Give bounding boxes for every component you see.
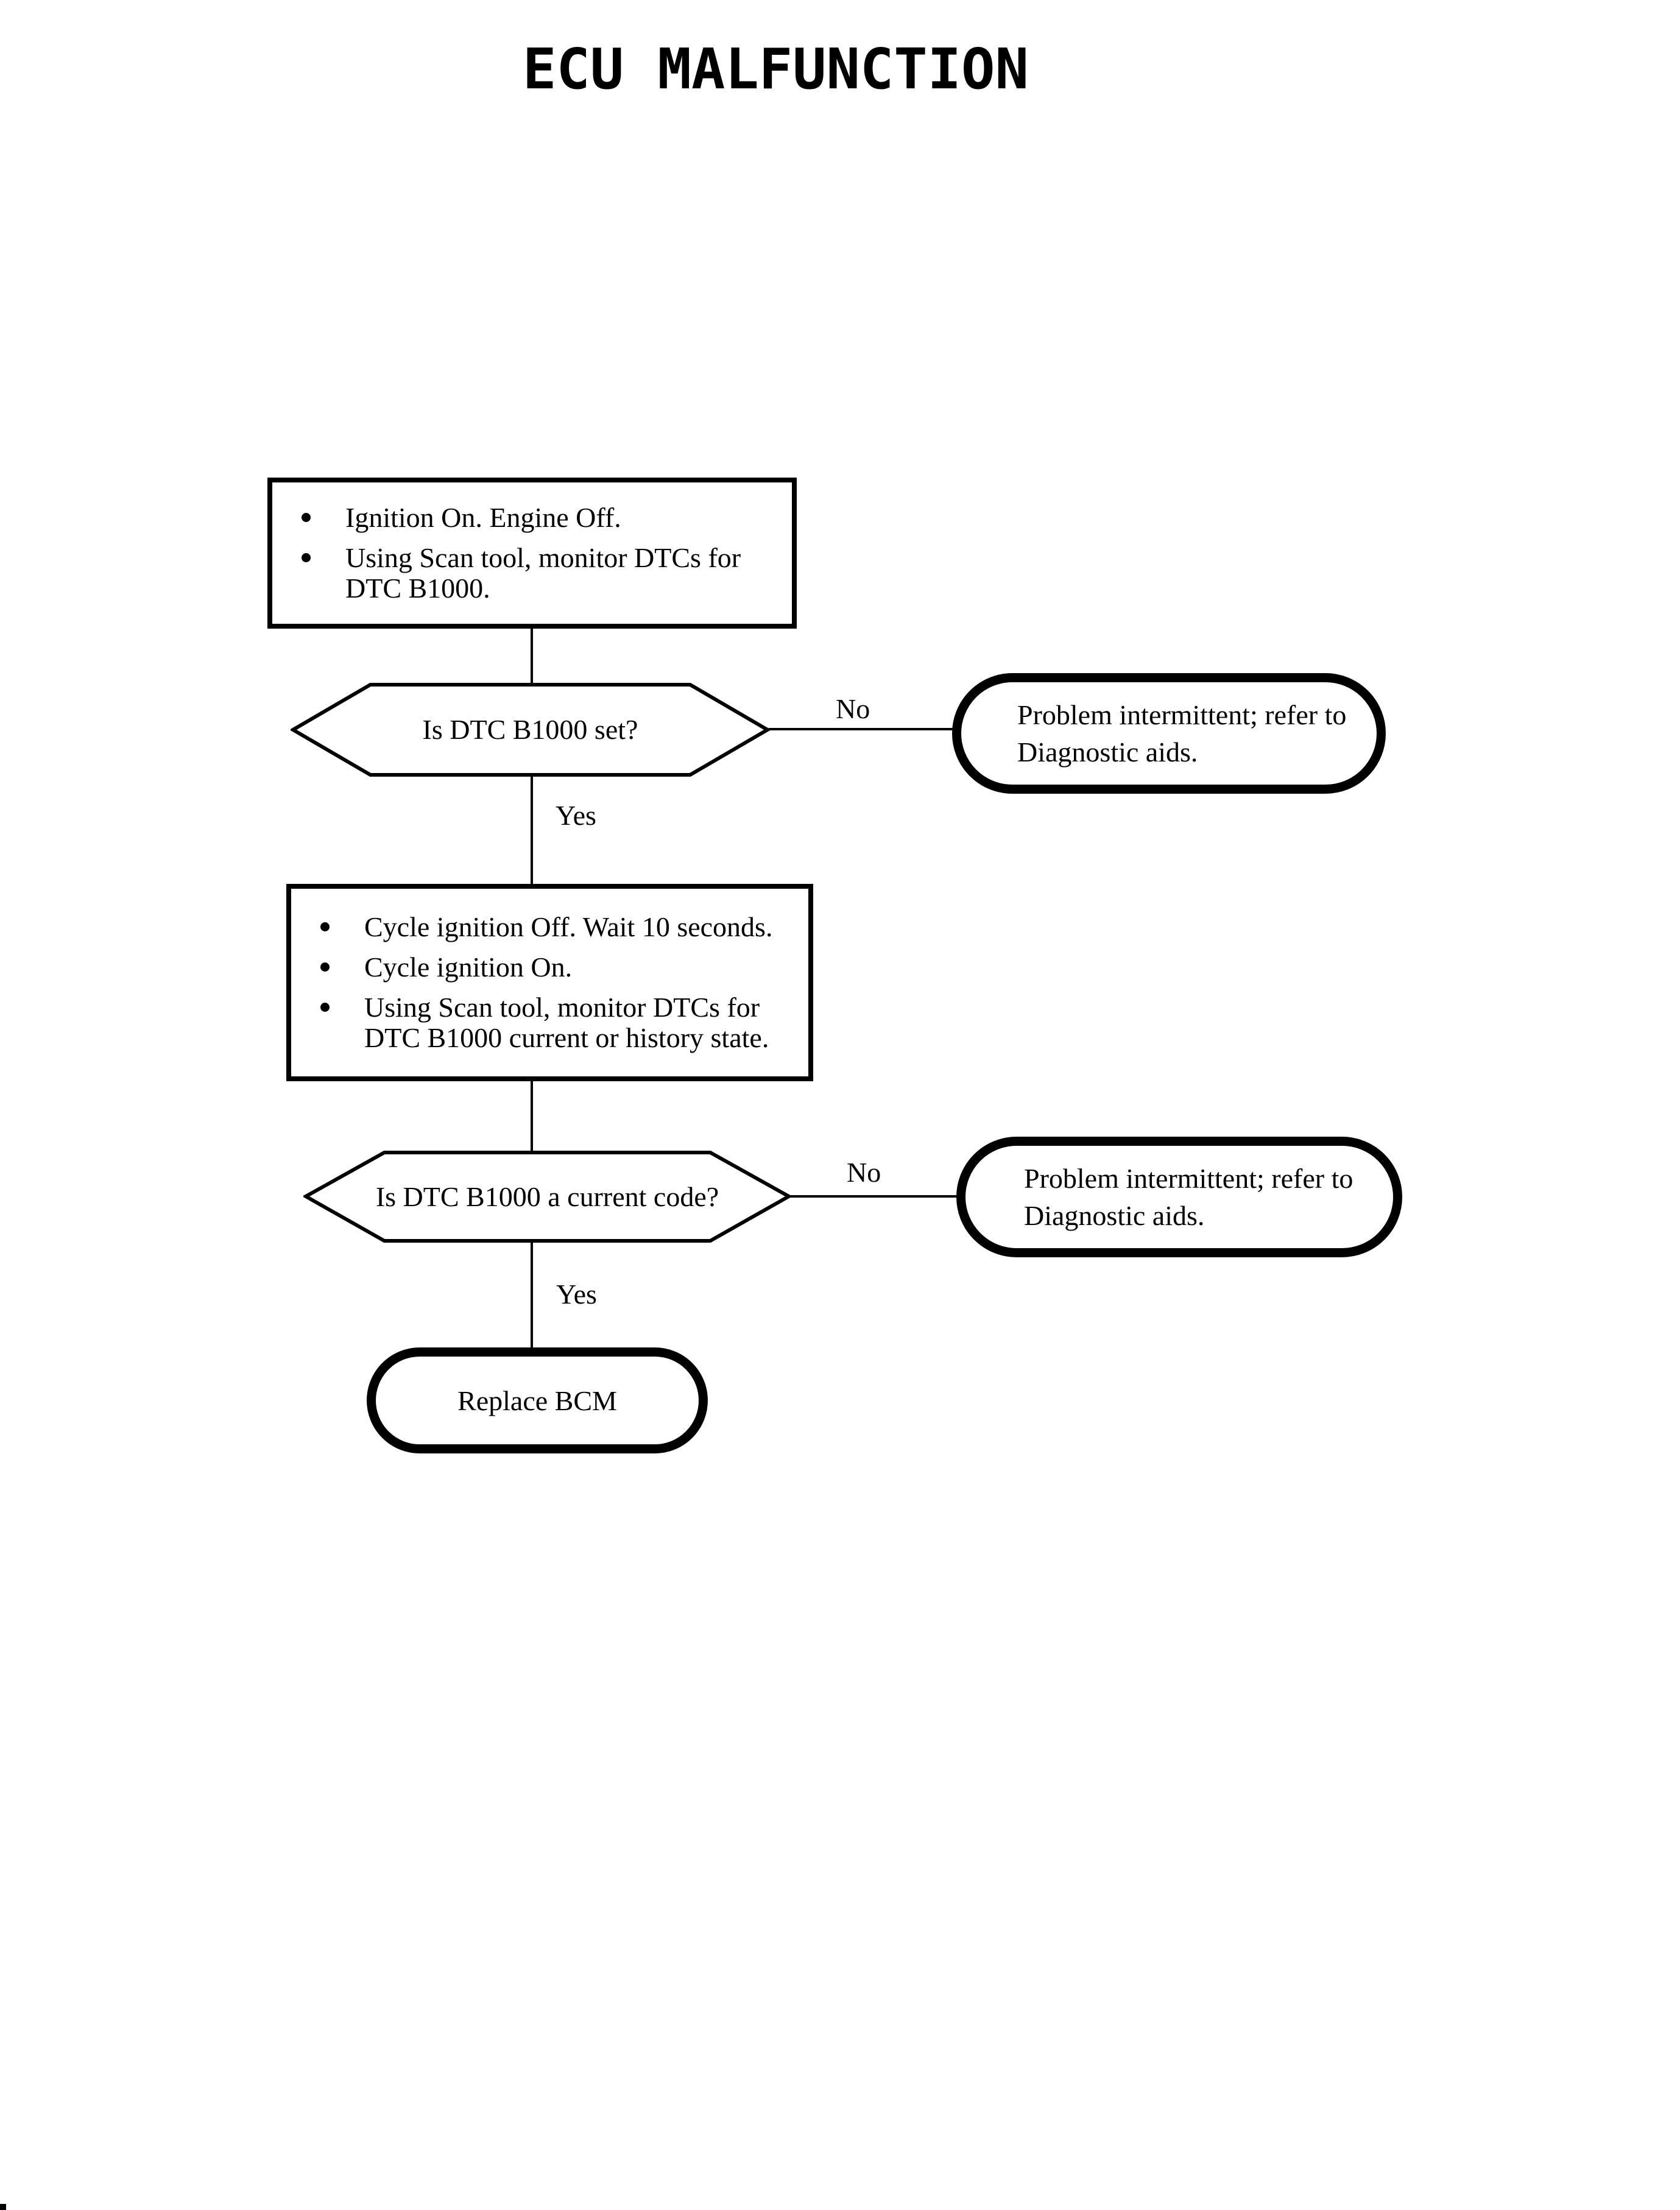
- step1-bullet-item: [272, 503, 792, 533]
- decision-dtc-b1000-current: [303, 1150, 791, 1243]
- terminal-problem-intermittent-2: [956, 1137, 1402, 1257]
- connector-decision1-no: [769, 728, 954, 730]
- bullet-icon: [320, 1003, 330, 1012]
- step2-bullet-item: [291, 912, 808, 942]
- bullet-icon: [320, 922, 330, 931]
- terminal3-text: Replace BCM: [457, 1385, 617, 1416]
- step1-bullet-list: [272, 503, 792, 604]
- bullet-icon: [302, 553, 311, 562]
- connector-step1-to-decision1: [531, 629, 533, 685]
- yes-label-decision1: Yes: [556, 800, 596, 831]
- terminal2-text: Problem intermittent; refer to Diagnostic aids.: [1024, 1163, 1354, 1231]
- no-label-decision1: No: [836, 693, 870, 724]
- bullet-icon: [302, 513, 311, 522]
- terminal-replace-bcm: [367, 1347, 708, 1453]
- step1-item-text: Ignition On. Engine Off.: [345, 502, 621, 533]
- yes-label-decision2: Yes: [556, 1279, 597, 1310]
- decision-dtc-b1000-set: [291, 682, 770, 777]
- process-box-step1: [267, 478, 797, 629]
- decision2-question: Is DTC B1000 a current code?: [375, 1181, 719, 1212]
- step2-bullet-item: [291, 952, 808, 983]
- step2-bullet-list: [291, 912, 808, 1053]
- no-label-decision2: No: [847, 1157, 881, 1188]
- page-title: ECU MALFUNCTION: [523, 37, 1029, 102]
- step1-item-text: Using Scan tool, monitor DTCs for DTC B1000.: [345, 542, 741, 604]
- connector-decision1-yes: [531, 775, 533, 886]
- connector-decision2-no: [790, 1195, 958, 1198]
- bullet-icon: [320, 962, 330, 972]
- terminal1-text: Problem intermittent; refer to Diagnostic aids.: [1017, 699, 1347, 768]
- decision1-question: Is DTC B1000 set?: [422, 714, 638, 745]
- step1-bullet-item: [272, 543, 792, 604]
- step2-item-text: Cycle ignition Off. Wait 10 seconds.: [364, 911, 773, 942]
- process-box-step2: [286, 884, 813, 1081]
- step2-item-text: Using Scan tool, monitor DTCs for DTC B1000 current or history state.: [364, 992, 769, 1053]
- connector-step2-to-decision2: [531, 1079, 533, 1152]
- terminal-problem-intermittent-1: [952, 673, 1386, 794]
- scan-artifact: [0, 2204, 6, 2210]
- connector-decision2-yes: [531, 1241, 533, 1349]
- step2-bullet-item: [291, 992, 808, 1053]
- step2-item-text: Cycle ignition On.: [364, 951, 573, 983]
